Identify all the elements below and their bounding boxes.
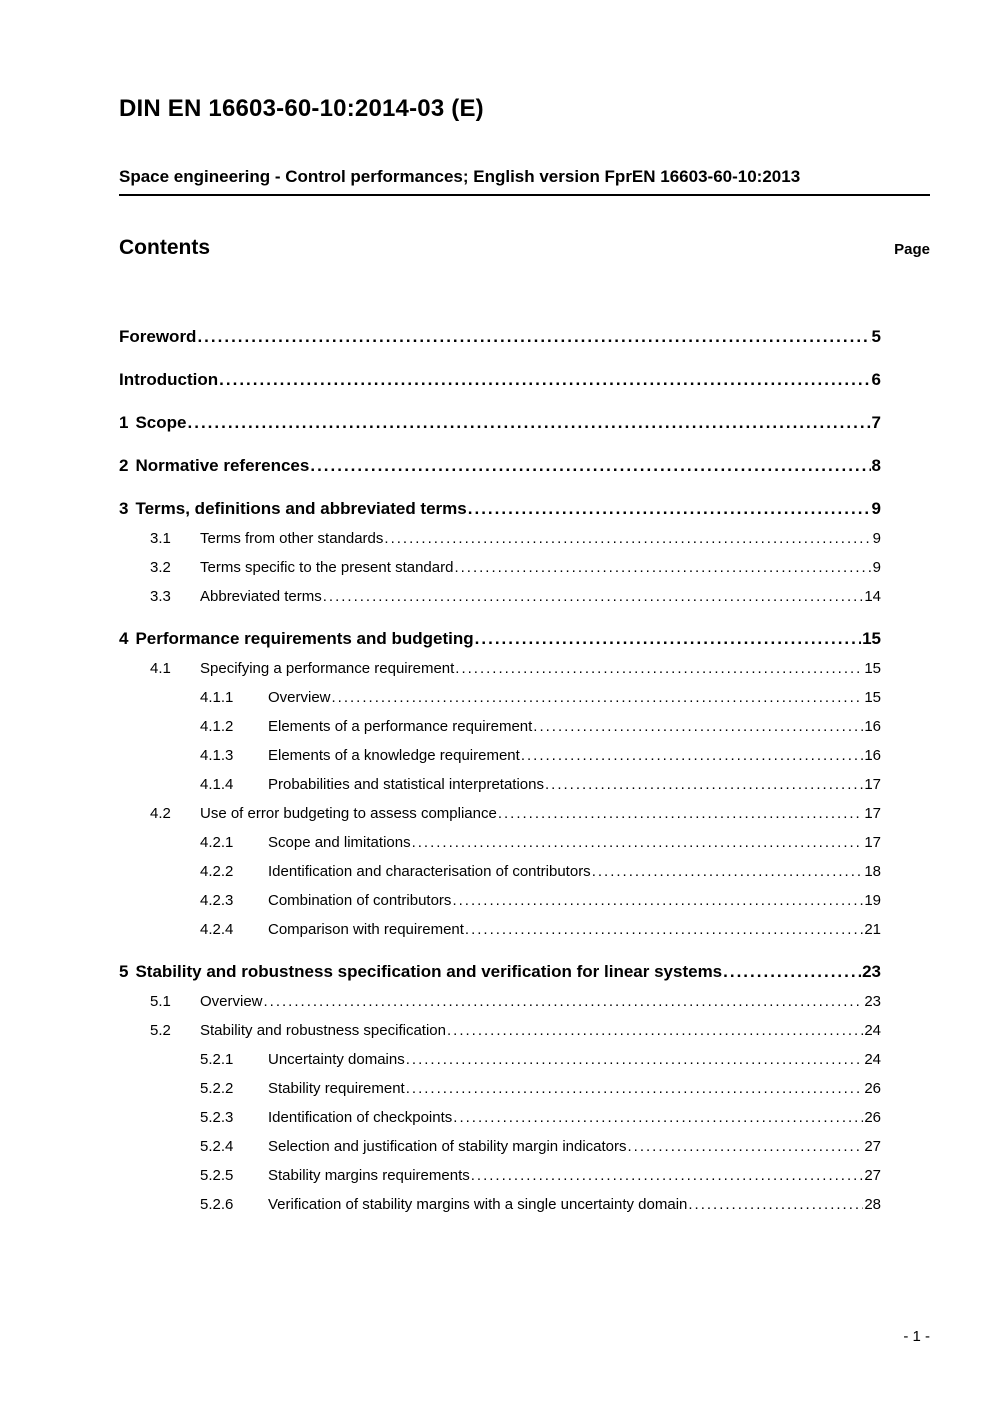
toc-entry-page: 27 bbox=[864, 1167, 881, 1184]
toc-leader-dots bbox=[628, 1138, 864, 1155]
toc-entry-number: 4.2.4 bbox=[200, 921, 234, 938]
toc-entry-page: 17 bbox=[864, 776, 881, 793]
toc-entry-page: 19 bbox=[864, 892, 881, 909]
toc-entry-number: 5.2.3 bbox=[200, 1109, 234, 1126]
toc-entry-label: Combination of contributors bbox=[268, 892, 452, 909]
toc-entry bbox=[150, 524, 881, 553]
toc-entry-number: 4.2.3 bbox=[200, 892, 234, 909]
toc-entry bbox=[200, 1190, 881, 1219]
toc-entry-page: 21 bbox=[864, 921, 881, 938]
footer-page-number: - 1 - bbox=[903, 1328, 930, 1345]
toc-entry-label: Elements of a knowledge requirement bbox=[268, 747, 520, 764]
toc-entry-label: Terms from other standards bbox=[200, 530, 384, 547]
toc-entry-page: 9 bbox=[872, 530, 881, 547]
toc-leader-dots bbox=[406, 1051, 864, 1068]
toc-entry-page: 9 bbox=[872, 559, 881, 576]
toc-entry bbox=[119, 494, 881, 524]
toc-leader-dots bbox=[310, 456, 870, 476]
toc-entry-page: 7 bbox=[871, 413, 881, 432]
page-column-label: Page bbox=[894, 241, 930, 258]
toc-entry-number: 3.2 bbox=[150, 559, 171, 576]
toc-entry-label: Identification of checkpoints bbox=[268, 1109, 453, 1126]
toc-entry bbox=[119, 451, 881, 481]
toc-entry bbox=[200, 1161, 881, 1190]
toc-entry-page: 24 bbox=[864, 1051, 881, 1068]
toc-entry-number: 4.1.4 bbox=[200, 776, 234, 793]
toc-entry-page: 26 bbox=[864, 1109, 881, 1126]
toc-entry-page: 16 bbox=[864, 747, 881, 764]
toc-entry-number: 5.2.6 bbox=[200, 1196, 234, 1213]
toc-entry bbox=[200, 1074, 881, 1103]
document-subtitle: Space engineering - Control performances; English version FprEN 16603-60-10:2013 bbox=[119, 167, 930, 196]
toc-leader-dots bbox=[412, 834, 864, 851]
contents-header-row bbox=[119, 236, 930, 260]
toc-entry-number: 5.2.2 bbox=[200, 1080, 234, 1097]
toc-entry-label: Probabilities and statistical interpretations bbox=[268, 776, 544, 793]
toc-entry-page: 6 bbox=[871, 370, 881, 389]
toc-entry-page: 15 bbox=[862, 629, 881, 648]
toc-entry bbox=[150, 1016, 881, 1045]
toc-leader-dots bbox=[455, 660, 863, 677]
contents-heading: Contents bbox=[119, 236, 210, 259]
toc-entry-number: 4.1.3 bbox=[200, 747, 234, 764]
toc-entry-label: Specifying a performance requirement bbox=[200, 660, 455, 677]
toc-entry bbox=[200, 857, 881, 886]
toc-entry-page: 18 bbox=[864, 863, 881, 880]
toc-entry bbox=[119, 408, 881, 438]
toc-entry-page: 17 bbox=[864, 834, 881, 851]
toc-entry-label: Overview bbox=[200, 993, 263, 1010]
toc-entry-page: 27 bbox=[864, 1138, 881, 1155]
toc-leader-dots bbox=[264, 993, 864, 1010]
toc-entry-label: Use of error budgeting to assess compliance bbox=[200, 805, 497, 822]
toc-entry-page: 14 bbox=[864, 588, 881, 605]
toc-entry bbox=[200, 1132, 881, 1161]
toc-entry-number: 3.3 bbox=[150, 588, 171, 605]
toc-leader-dots bbox=[188, 413, 871, 433]
toc-entry-label: Stability margins requirements bbox=[268, 1167, 470, 1184]
toc-entry-label: Overview bbox=[268, 689, 331, 706]
toc-entry-number: 4 bbox=[119, 629, 129, 648]
toc-leader-dots bbox=[592, 863, 864, 880]
toc-entry-page: 15 bbox=[864, 660, 881, 677]
toc-entry-label: Abbreviated terms bbox=[200, 588, 322, 605]
toc-leader-dots bbox=[465, 921, 863, 938]
toc-entry-page: 23 bbox=[862, 962, 881, 981]
toc-entry-page: 5 bbox=[871, 327, 881, 346]
toc-leader-dots bbox=[498, 805, 863, 822]
toc-entry-page: 28 bbox=[864, 1196, 881, 1213]
toc-leader-dots bbox=[197, 327, 870, 347]
toc-entry-page: 17 bbox=[864, 805, 881, 822]
toc-entry-label: Scope and limitations bbox=[268, 834, 411, 851]
toc-leader-dots bbox=[688, 1196, 863, 1213]
toc-entry bbox=[119, 624, 881, 654]
document-title: DIN EN 16603-60-10:2014-03 (E) bbox=[119, 95, 484, 122]
toc-entry-label: Performance requirements and budgeting bbox=[135, 629, 474, 648]
toc-entry-page: 23 bbox=[864, 993, 881, 1010]
toc-entry-label: Comparison with requirement bbox=[268, 921, 464, 938]
toc-entry-number: 4.2.1 bbox=[200, 834, 234, 851]
toc-entry bbox=[150, 582, 881, 611]
toc-entry-number: 5.2.4 bbox=[200, 1138, 234, 1155]
toc-leader-dots bbox=[406, 1080, 864, 1097]
toc-entry bbox=[200, 1103, 881, 1132]
toc-entry-page: 9 bbox=[871, 499, 881, 518]
toc-entry-number: 3 bbox=[119, 499, 129, 518]
toc-entry-page: 15 bbox=[864, 689, 881, 706]
toc-entry bbox=[119, 322, 881, 352]
toc-leader-dots bbox=[533, 718, 863, 735]
toc-leader-dots bbox=[723, 962, 861, 982]
toc-entry bbox=[200, 886, 881, 915]
toc-leader-dots bbox=[219, 370, 870, 390]
toc-entry-label: Scope bbox=[135, 413, 187, 432]
toc-entry-number: 2 bbox=[119, 456, 129, 475]
toc-entry-number: 5 bbox=[119, 962, 129, 981]
toc-entry-label: Terms, definitions and abbreviated terms bbox=[135, 499, 467, 518]
toc-entry-label: Selection and justification of stability margin indicators bbox=[268, 1138, 627, 1155]
toc-entry bbox=[119, 957, 881, 987]
toc-entry-number: 4.2 bbox=[150, 805, 171, 822]
toc-entry bbox=[150, 553, 881, 582]
toc-leader-dots bbox=[452, 892, 863, 909]
toc-leader-dots bbox=[384, 530, 871, 547]
toc-entry bbox=[119, 365, 881, 395]
toc-entry-page: 24 bbox=[864, 1022, 881, 1039]
toc-entry-label: Stability requirement bbox=[268, 1080, 405, 1097]
toc-entry-label: Identification and characterisation of contributors bbox=[268, 863, 591, 880]
toc-entry-number: 4.2.2 bbox=[200, 863, 234, 880]
toc-entry-number: 5.2.5 bbox=[200, 1167, 234, 1184]
toc-leader-dots bbox=[471, 1167, 864, 1184]
toc-entry-number: 3.1 bbox=[150, 530, 171, 547]
toc-entry bbox=[150, 987, 881, 1016]
toc-entry-page: 8 bbox=[871, 456, 881, 475]
toc-leader-dots bbox=[454, 559, 871, 576]
toc-leader-dots bbox=[468, 499, 871, 519]
toc-entry-label: Stability and robustness specification and verification for linear systems bbox=[135, 962, 723, 981]
toc-entry-label: Stability and robustness specification bbox=[200, 1022, 446, 1039]
toc-entry-label: Normative references bbox=[135, 456, 310, 475]
toc-entry-number: 5.2.1 bbox=[200, 1051, 234, 1068]
toc-entry-number: 5.1 bbox=[150, 993, 171, 1010]
toc-entry-label: Foreword bbox=[119, 327, 197, 346]
toc-entry bbox=[200, 915, 881, 944]
toc-leader-dots bbox=[447, 1022, 863, 1039]
toc-entry-page: 26 bbox=[864, 1080, 881, 1097]
toc-entry-number: 1 bbox=[119, 413, 129, 432]
toc-leader-dots bbox=[323, 588, 864, 605]
toc-entry bbox=[200, 741, 881, 770]
toc-entry-label: Verification of stability margins with a single uncertainty domain bbox=[268, 1196, 688, 1213]
toc-entry-label: Elements of a performance requirement bbox=[268, 718, 533, 735]
toc-entry-label: Terms specific to the present standard bbox=[200, 559, 454, 576]
toc-entry bbox=[150, 799, 881, 828]
toc-entry bbox=[150, 654, 881, 683]
toc-leader-dots bbox=[475, 629, 861, 649]
toc-entry-page: 16 bbox=[864, 718, 881, 735]
toc-leader-dots bbox=[521, 747, 864, 764]
toc-entry-number: 4.1.1 bbox=[200, 689, 234, 706]
toc-entry-number: 4.1.2 bbox=[200, 718, 234, 735]
toc-leader-dots bbox=[332, 689, 864, 706]
toc-entry bbox=[200, 712, 881, 741]
toc-list bbox=[119, 322, 930, 1219]
toc-entry bbox=[200, 828, 881, 857]
toc-entry-label: Introduction bbox=[119, 370, 219, 389]
toc-leader-dots bbox=[545, 776, 863, 793]
toc-leader-dots bbox=[453, 1109, 863, 1126]
toc-entry bbox=[200, 770, 881, 799]
toc-entry bbox=[200, 1045, 881, 1074]
toc-entry-number: 4.1 bbox=[150, 660, 171, 677]
toc-entry-label: Uncertainty domains bbox=[268, 1051, 405, 1068]
toc-entry-number: 5.2 bbox=[150, 1022, 171, 1039]
toc-entry bbox=[200, 683, 881, 712]
